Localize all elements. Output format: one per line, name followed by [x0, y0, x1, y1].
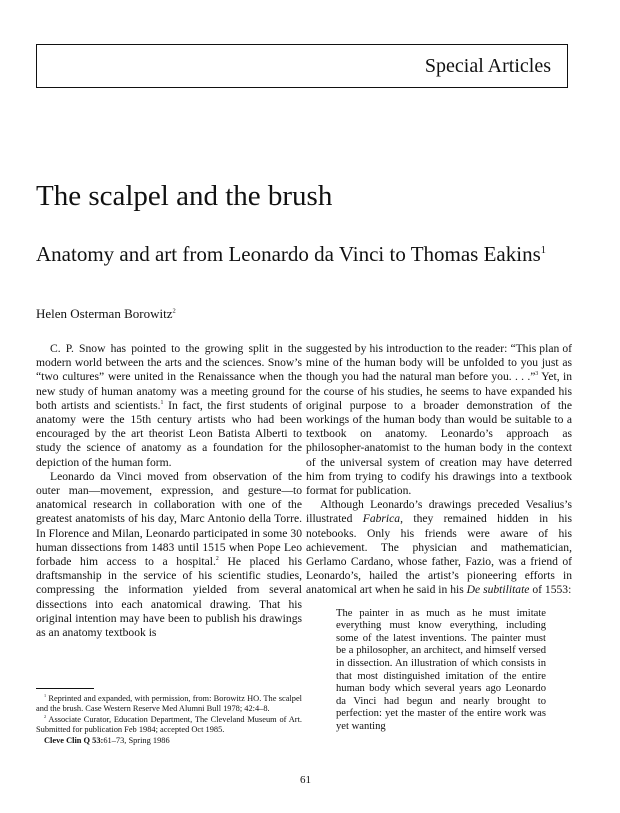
text-run: Leonardo da Vinci moved from observation of the outer man—movement, expression, and gesture—to anatomical research in collaboration with one of the greatest anatomists of his day, Marc Antonio della Torre. In Florence and Milan, Leonardo participated in some 30 human dissections from 1483 until 1515 when Pope Leo forbade him access to a hospital. — [36, 469, 302, 569]
right-paragraph-1 — [306, 342, 572, 498]
text-run: Yet, in the course of his studies, he seems to have expanded his original purpose to a broader demonstration of the workings of the human body than would be suitable to a textbook on anatomy. Leonardo’s approach as philosopher-anatomist to the human body in the context of the universal system of creation may have deterred him from trying to codify his drawings into a textbook format for publication. — [306, 370, 572, 498]
footnote-text: Associate Curator, Education Department, The Cleveland Museum of Art. Submitted for publication Feb 1984; accepted Oct 1985. — [36, 714, 302, 735]
text-run: In fact, the first students of anatomy were the 15th century artists who had been encouraged by the art theorist Leon Batista Alberti to study the science of anatomy as a foundation for the depiction of the human form. — [36, 398, 302, 469]
journal-citation — [36, 736, 302, 746]
note-ref: 3 — [535, 371, 539, 378]
text-run: suggested by his introduction to the reader: “This plan of mine of the human body will be unfolded to you just as though you had the natural man before you. . . .” — [306, 342, 572, 384]
subtitle-note: 1 — [540, 245, 547, 256]
note-ref: 1 — [160, 399, 164, 406]
citation-details: 61–73, Spring 1986 — [103, 735, 170, 745]
author-note: 2 — [172, 307, 176, 315]
text-run: He placed his draftsmanship in the service of his scientific studies, compressing the information yielded from several dissections into each anatomical drawing. That his original intention may have been to publish his drawings as an anatomy textbook is — [36, 555, 302, 640]
article-subtitle — [36, 242, 576, 266]
text-run: of 1553: — [529, 583, 572, 597]
left-column — [36, 342, 302, 640]
footnote-mark: 2 — [44, 714, 47, 720]
article-title: The scalpel and the brush — [36, 180, 333, 212]
citation-journal: Cleve Clin Q 53: — [44, 735, 104, 745]
author-name: Helen Osterman Borowitz — [36, 306, 173, 321]
right-column — [306, 342, 572, 734]
left-paragraph-1 — [36, 342, 302, 470]
footnote-1 — [36, 694, 302, 715]
text-run: , they remained hidden in his notebooks. Only his friends were aware of his achievement. The physician and mathematician, Gerlamo Cardano, whose father, Fazio, was a friend of Leonardo’s, hailed the artist’s pioneering efforts in anatomical art when he said in his — [306, 512, 572, 597]
page-number: 61 — [300, 774, 311, 786]
section-label: Special Articles — [424, 55, 551, 77]
footnote-divider — [36, 688, 94, 689]
book-title: Fabrica — [362, 512, 401, 526]
footnotes — [36, 694, 302, 746]
footnote-text: Reprinted and expanded, with permission, from: Borowitz HO. The scalpel and the brush. Case Western Reserve Med Alumni Bull 1978; 42:4–8. — [36, 694, 302, 714]
text-run: Although Leonardo’s drawings preceded Vesalius’s illustrated — [306, 498, 572, 526]
block-quote: The painter in as much as he must imitate everything must know everything, including some of the latest inventions. The painter must be a philosopher, an architect, and himself versed in dissection. An illustration of which consists in that most distinguished imitation of the entire human body which several years ago Leonardo da Vinci had begun and nearly brought to perfection: yet the master of the entire work was yet wanting — [336, 607, 546, 732]
right-paragraph-2 — [306, 498, 572, 597]
note-ref: 2 — [215, 556, 219, 563]
left-paragraph-2 — [36, 470, 302, 640]
author-line — [36, 306, 176, 322]
section-header-box — [36, 44, 568, 88]
subtitle-text: Anatomy and art from Leonardo da Vinci to Thomas Eakins — [36, 242, 541, 266]
text-run: C. P. Snow has pointed to the growing split in the modern world between the arts and the sciences. Snow’s “two cultures” were united in the Renaissance when the new study of human anatomy was a meeting ground for both artists and scientists. — [36, 342, 302, 412]
book-title: De subtilitate — [466, 583, 530, 597]
footnote-mark: 1 — [44, 693, 47, 699]
footnote-2 — [36, 715, 302, 736]
